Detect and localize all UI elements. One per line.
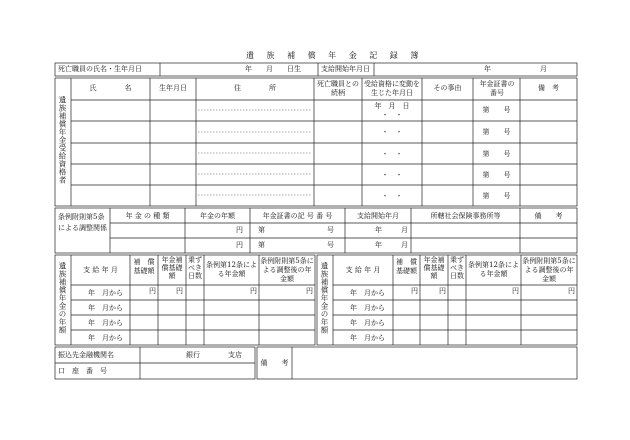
annual-col-art12: 条例第12条による年金額	[206, 261, 257, 278]
annual-col-adjusted: 条例附則第5条による調整後の年金額	[260, 257, 314, 283]
annual-col-adjusted: 条例附則第5条による調整後の年金額	[522, 257, 576, 283]
annual-row-label: 年 月から	[88, 289, 123, 297]
annual-yen: 円	[250, 287, 257, 295]
annual-side-label: 遺族補償年金の年額	[320, 262, 329, 334]
change-dots: ・ ・	[381, 192, 403, 200]
annual-row-label: 年 月から	[88, 334, 123, 342]
birth-date-label: 年 月 日生	[245, 65, 301, 73]
adjustment-side-label: 条例附則第5条による調整関係	[58, 213, 107, 232]
account-label: 口 座 番 号	[58, 367, 107, 375]
annual-row-label: 年 月から	[350, 334, 385, 342]
col-note: 備 考	[538, 84, 559, 92]
change-dots: ・ ・	[381, 111, 403, 119]
adj-yen: 円	[236, 226, 243, 234]
cert-number: 第 号	[482, 192, 511, 200]
adj-tsuki: 月	[401, 226, 408, 234]
adj-col-start: 支給開始年月	[357, 212, 399, 220]
annual-col-period: 支 給 年 月	[83, 266, 118, 274]
adj-dai: 第	[258, 241, 265, 249]
adj-col-kind: 年 金 の 種 類	[125, 212, 170, 220]
adj-tsuki: 月	[401, 241, 408, 249]
col-change: 受給資格に変動を生じた年月日	[364, 80, 420, 97]
annual-col-base: 補 償基礎額	[133, 258, 155, 275]
adj-yen: 円	[236, 241, 243, 249]
change-dots: ・ ・	[381, 128, 403, 136]
adj-col-cert: 年金証書の記 号 番 号	[262, 212, 333, 220]
annual-col-period: 支 給 年 月	[345, 266, 381, 274]
annual-col-art12: 条例第12条による年金額	[468, 261, 519, 278]
annual-col-days: 年金補償基礎額	[423, 256, 445, 280]
start-date-value: 年 月	[484, 65, 547, 73]
annual-yen: 円	[568, 287, 575, 295]
bank-label: 振込先金融機関名	[58, 351, 114, 359]
recipients-side-label: 遺族補償年金受給資格者	[58, 96, 67, 184]
change-dots: ・ ・	[381, 171, 403, 179]
annual-col-rate: 乗ずべき日数	[188, 256, 202, 280]
cert-number: 第 号	[482, 106, 511, 114]
form-title: 遺 族 補 償 年 金 記 録 簿	[246, 51, 424, 60]
adj-gou: 号	[327, 226, 334, 234]
change-ymd: 年 月 日	[374, 102, 410, 110]
col-reason: その事由	[433, 84, 462, 92]
bank-value: 銀行 支店	[186, 351, 242, 359]
annual-yen: 円	[512, 287, 519, 295]
annual-row-label: 年 月から	[350, 319, 385, 327]
cert-number: 第 号	[482, 128, 511, 136]
annual-yen: 円	[306, 287, 313, 295]
col-relation: 死亡職員との続柄	[317, 80, 359, 97]
annual-yen: 円	[439, 287, 446, 295]
footer-note-label: 備 考	[260, 359, 289, 367]
annual-col-rate: 乗ずべき日数	[450, 256, 464, 280]
start-date-label: 支給開始年月日	[321, 65, 370, 73]
col-address: 住 所	[234, 84, 276, 92]
annual-row-label: 年 月から	[88, 304, 123, 312]
adj-gou: 号	[327, 241, 334, 249]
adj-col-amount: 年金の年額	[200, 212, 235, 220]
col-name: 氏 名	[89, 84, 132, 92]
annual-row-label: 年 月から	[350, 304, 385, 312]
annual-row-label: 年 月から	[88, 319, 123, 327]
cert-number: 第 号	[482, 171, 511, 179]
change-dots: ・ ・	[381, 150, 403, 158]
adj-col-note: 備 考	[534, 212, 563, 220]
adj-nen: 年	[375, 226, 382, 234]
cert-number: 第 号	[482, 150, 511, 158]
annual-yen: 円	[411, 287, 418, 295]
annual-col-base: 補 償基礎額	[396, 258, 417, 275]
annual-col-days: 年金補償基礎額	[161, 256, 183, 280]
adj-nen: 年	[375, 241, 382, 249]
annual-side-label: 遺族補償年金の年額	[58, 262, 67, 334]
col-birth: 生年月日	[159, 84, 187, 92]
annual-yen: 円	[176, 287, 183, 295]
annual-row-label: 年 月から	[350, 289, 385, 297]
col-cert: 年金証書の番号	[479, 80, 515, 97]
adj-dai: 第	[258, 226, 265, 234]
annual-yen: 円	[149, 287, 156, 295]
adj-col-office: 所轄社会保険事務所等	[430, 212, 501, 220]
deceased-label: 死亡職員の氏名・生年月日	[58, 65, 142, 73]
